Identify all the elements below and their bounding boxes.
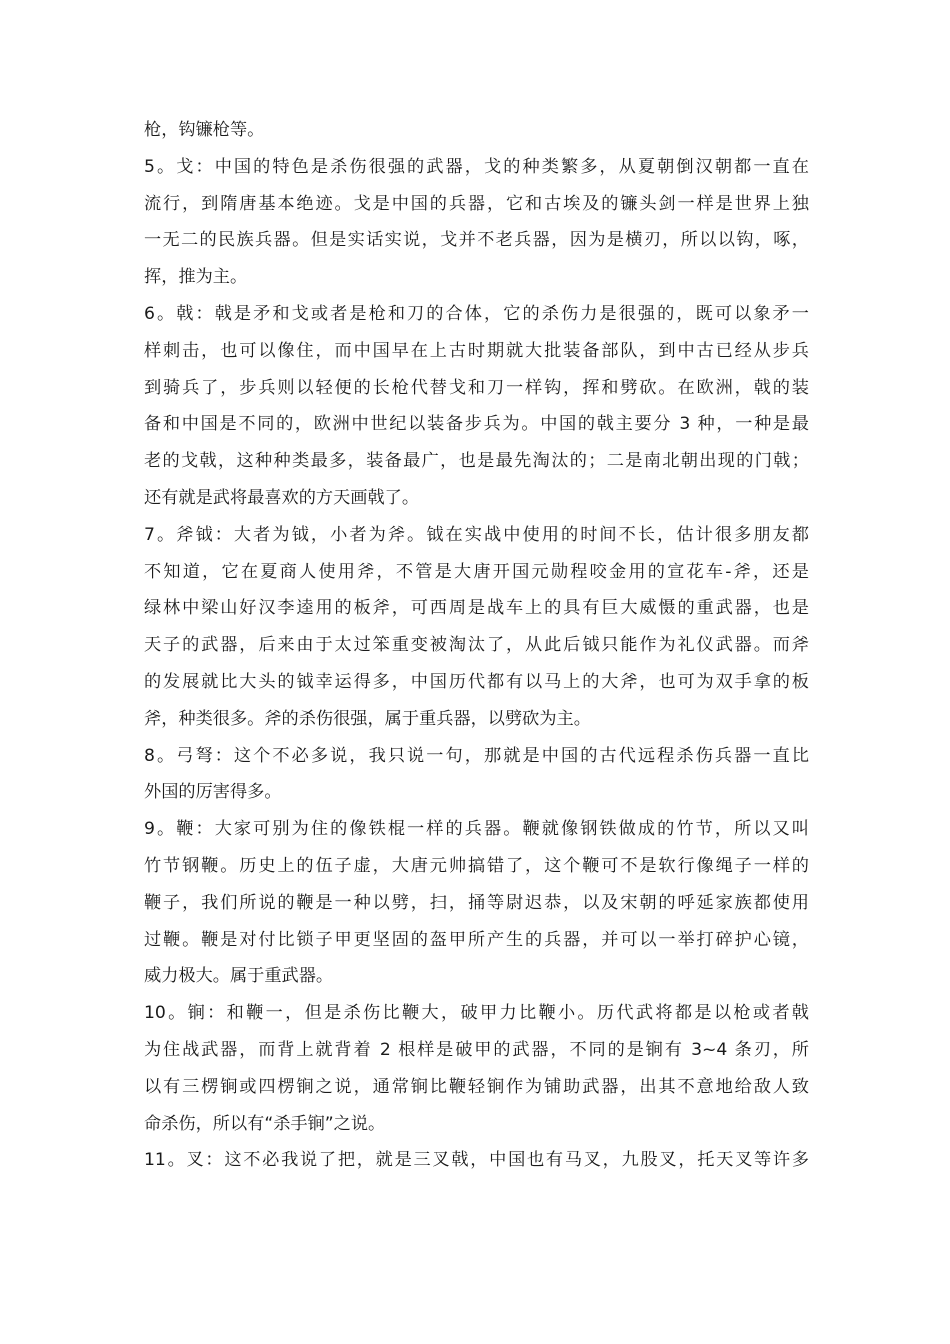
text-line: 外国的厉害得多。: [144, 782, 282, 803]
text-line: 7。斧钺：大者为钺，小者为斧。钺在实战中使用的时间不长，估计很多朋友都: [144, 524, 809, 545]
text-line: 8。弓弩：这个不必多说，我只说一句，那就是中国的古代远程杀伤兵器一直比: [144, 745, 809, 766]
text-line: 枪，钩镰枪等。: [144, 120, 265, 140]
text-line: 的发展就比大头的钺幸运得多，中国历代都有以马上的大斧，也可为双手拿的板: [144, 671, 809, 692]
text-line: 老的戈戟，这种种类最多，装备最广，也是最先淘汰的；二是南北朝出现的门戟；: [144, 451, 809, 472]
text-line: 以有三楞锏或四楞锏之说，通常锏比鞭轻锏作为铺助武器，出其不意地给敌人致: [144, 1076, 809, 1097]
text-line: 斧，种类很多。斧的杀伤很强，属于重兵器，以劈砍为主。: [144, 708, 591, 729]
text-line: 威力极大。属于重武器。: [144, 966, 334, 987]
text-line: 命杀伤，所以有“杀手锏”之说。: [144, 1113, 386, 1134]
text-line: 5。戈：中国的特色是杀伤很强的武器，戈的种类繁多，从夏朝倒汉朝都一直在: [144, 156, 809, 177]
text-line: 10。锏：和鞭一，但是杀伤比鞭大，破甲力比鞭小。历代武将都是以枪或者戟: [144, 1003, 809, 1024]
text-line: 一无二的民族兵器。但是实话实说，戈并不老兵器，因为是横刃，所以以钩，啄，: [144, 230, 809, 251]
text-line: 鞭子，我们所说的鞭是一种以劈，扫，捅等尉迟恭，以及宋朝的呼延家族都使用: [144, 892, 809, 913]
text-line: 过鞭。鞭是对付比锁子甲更坚固的盔甲所产生的兵器，并可以一举打碎护心镜，: [144, 929, 809, 950]
text-line: 挥，推为主。: [144, 267, 248, 288]
text-line: 6。戟：戟是矛和戈或者是枪和刀的合体，它的杀伤力是很强的，既可以象矛一: [144, 303, 809, 324]
text-line: 竹节钢鞭。历史上的伍子虚，大唐元帅搞错了，这个鞭可不是软行像绳子一样的: [144, 855, 809, 876]
text-line: 还有就是武将最喜欢的方天画戟了。: [144, 487, 420, 508]
text-line: 备和中国是不同的，欧洲中世纪以装备步兵为。中国的戟主要分 3 种，一种是最: [144, 414, 809, 435]
text-line: 到骑兵了，步兵则以轻便的长枪代替戈和刀一样钩，挥和劈砍。在欧洲，戟的装: [144, 377, 809, 398]
text-line: 为住战武器，而背上就背着 2 根样是破甲的武器，不同的是锏有 3~4 条刃，所: [144, 1039, 809, 1060]
text-line: 绿林中梁山好汉李逵用的板斧，可西周是战车上的具有巨大威慑的重武器，也是: [144, 598, 809, 619]
text-line: 不知道，它在夏商人使用斧，不管是大唐开国元勋程咬金用的宣花车-斧，还是: [144, 561, 809, 582]
text-line: 样刺击，也可以像住，而中国早在上古时期就大批装备部队，到中古已经从步兵: [144, 340, 809, 361]
text-line: 天子的武器，后来由于太过笨重变被淘汰了，从此后钺只能作为礼仪武器。而斧: [144, 635, 809, 656]
document-body: [144, 112, 809, 1179]
text-line: 9。鞭：大家可别为住的像铁棍一样的兵器。鞭就像钢铁做成的竹节，所以又叫: [144, 819, 809, 840]
text-line: 流行，到隋唐基本绝迹。戈是中国的兵器，它和古埃及的镰头剑一样是世界上独: [144, 193, 809, 214]
text-line: 11。叉：这不必我说了把，就是三叉戟，中国也有马叉，九股叉，托天叉等许多: [144, 1150, 809, 1171]
